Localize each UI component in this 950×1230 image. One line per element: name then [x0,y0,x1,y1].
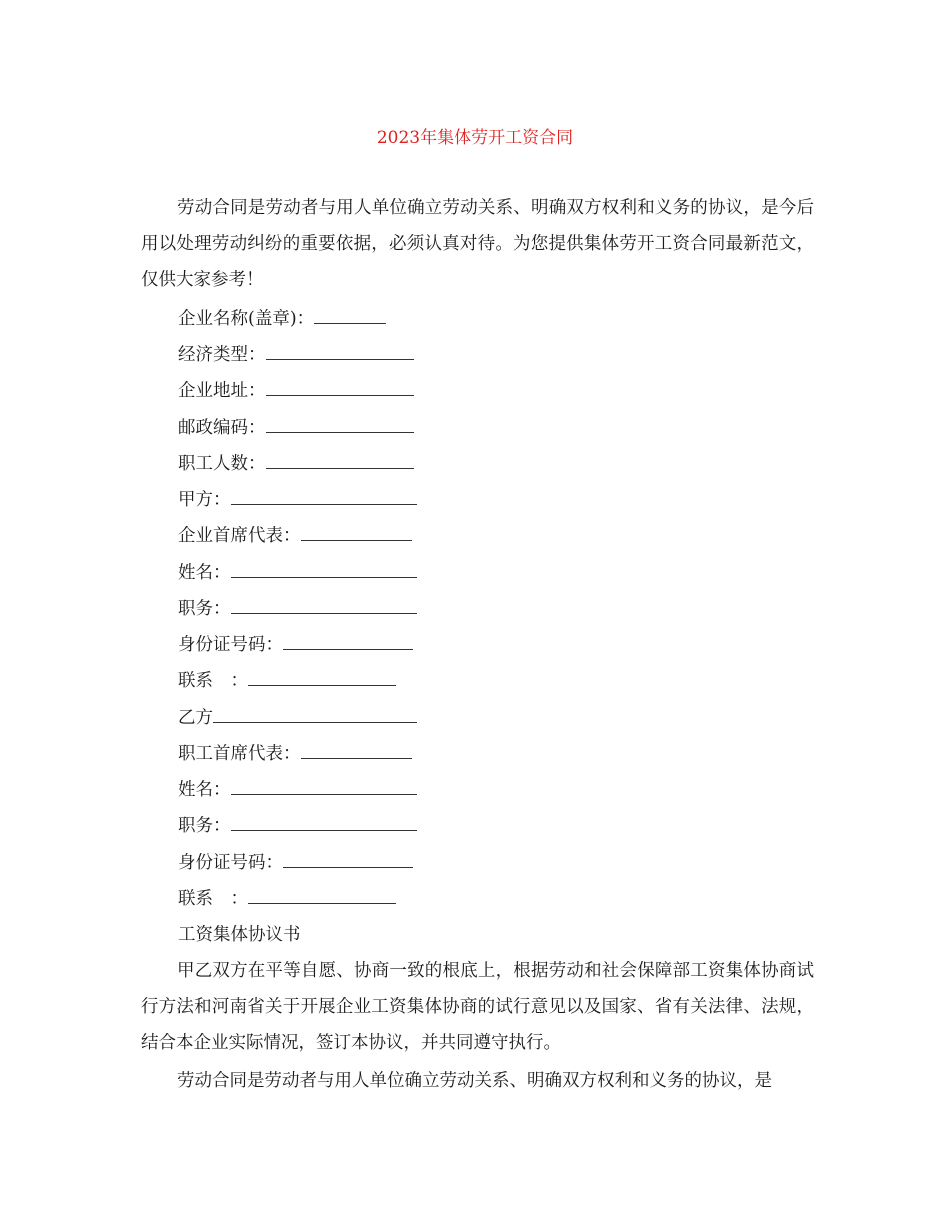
field-contact-a [178,669,396,693]
field-contact-b [178,887,396,911]
field-company-representative [178,524,412,548]
blank-line [231,561,417,578]
blank-line [266,416,414,433]
field-label: 联系 ： [178,889,248,909]
field-label: 乙方 [178,708,213,728]
blank-line [231,778,417,795]
intro-paragraph: 劳动合同是劳动者与用人单位确立劳动关系、明确双方权利和义务的协议，是今后用以处理劳动纠纷的重要依据，必须认真对待。为您提供集体劳开工资合同最新范文，仅供大家参考！ [141,198,814,290]
field-label: 甲方： [178,490,231,510]
field-position-a [178,597,417,621]
field-label: 企业地址： [178,381,266,401]
field-label: 企业名称(盖章)： [178,309,315,329]
blank-line [231,814,417,831]
field-name-b [178,778,417,802]
blank-line [248,887,396,904]
field-party-b [178,706,417,730]
field-label: 企业首席代表： [178,526,301,546]
field-company-address [178,379,414,403]
closing-paragraph: 劳动合同是劳动者与用人单位确立劳动关系、明确双方权利和义务的协议，是 [177,1071,772,1091]
field-label: 联系 ： [178,671,248,691]
blank-line [266,343,414,360]
field-label: 姓名： [178,563,231,583]
field-label: 职工人数： [178,454,266,474]
blank-line [283,633,413,650]
field-label: 姓名： [178,780,231,800]
field-label: 经济类型： [178,345,266,365]
blank-line [301,742,412,759]
field-label: 邮政编码： [178,418,266,438]
field-employee-count [178,452,414,476]
field-name-a [178,561,417,585]
field-label: 身份证号码： [178,853,283,873]
field-id-number-a [178,633,413,657]
field-postal-code [178,416,414,440]
page-title: 2023年集体劳开工资合同 [376,128,574,148]
field-label: 职工首席代表： [178,744,301,764]
field-party-a [178,488,417,512]
blank-line [283,851,413,868]
blank-line [301,524,412,541]
blank-line [231,488,417,505]
blank-line [231,597,417,614]
agreement-paragraph: 甲乙双方在平等自愿、协商一致的根底上，根据劳动和社会保障部工资集体协商试行方法和河南省关于开展企业工资集体协商的试行意见以及国家、省有关法律、法规，结合本企业实际情况，签订本协议，并共同遵守执行。 [141,961,814,1053]
blank-line [248,669,396,686]
field-label: 职务： [178,816,231,836]
field-employee-representative [178,742,412,766]
field-position-b [178,814,417,838]
blank-line [213,706,417,723]
section-title: 工资集体协议书 [178,925,301,945]
field-label: 身份证号码： [178,635,283,655]
blank-line [266,452,414,469]
field-economic-type [178,343,414,367]
blank-line [266,379,414,396]
blank-line [314,307,386,324]
field-id-number-b [178,851,413,875]
field-company-name [178,307,386,331]
field-label: 职务： [178,599,231,619]
